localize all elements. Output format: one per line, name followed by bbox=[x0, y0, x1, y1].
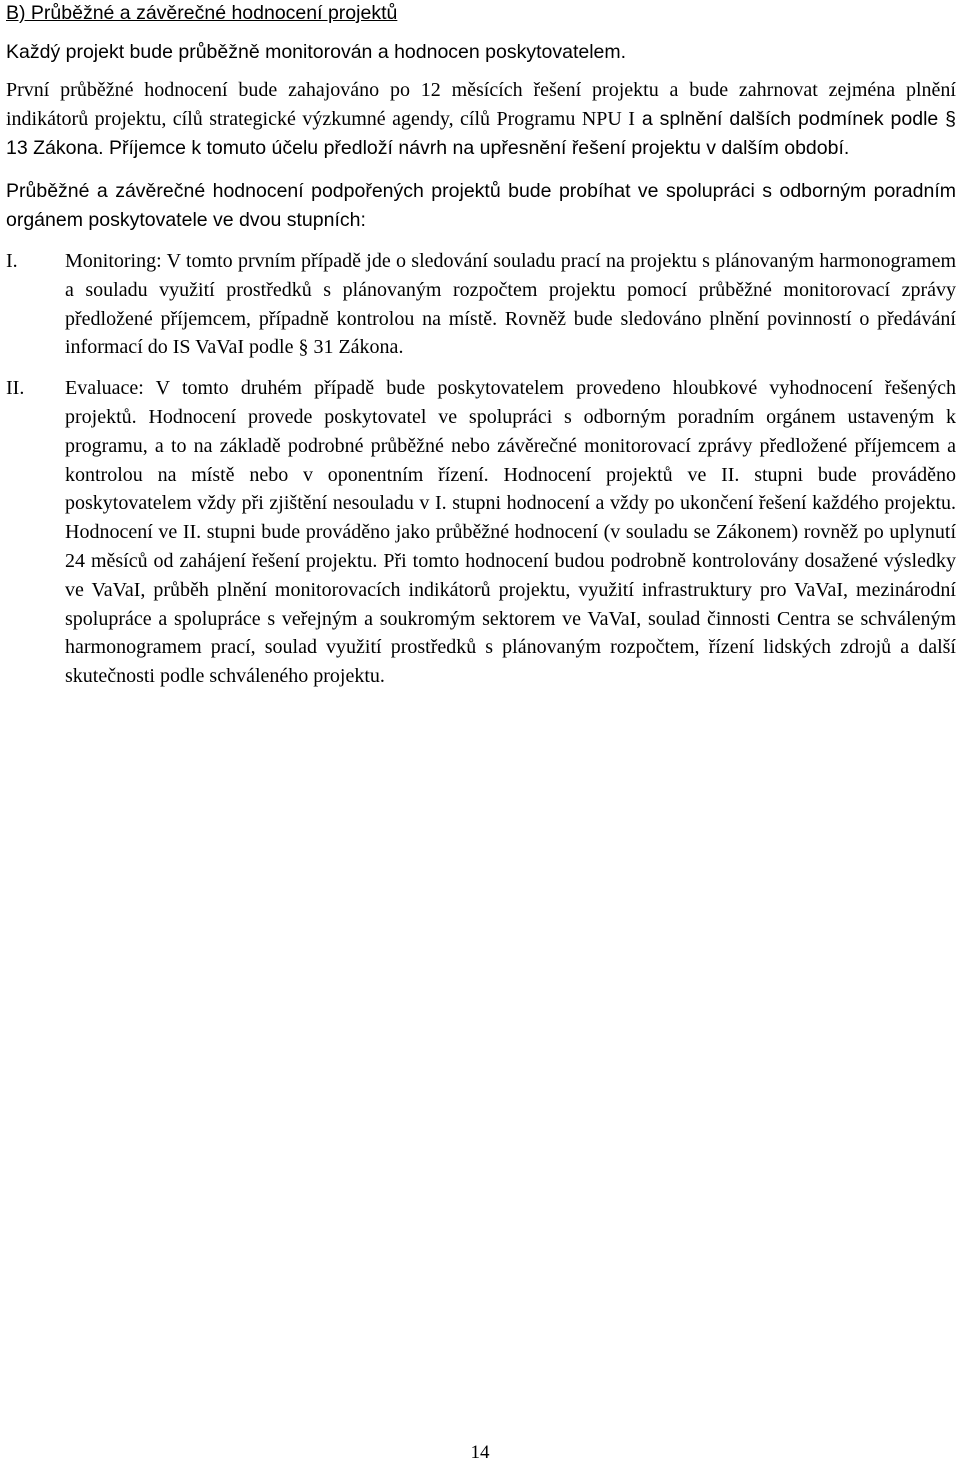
list-item-number: I. bbox=[6, 249, 18, 272]
paragraph1-sans-text: a splnění dalších podmínek podle § 13 Zákona. Příjemce k tomuto účelu předloží návrh na upřesnění řešení projektu v dalším období. bbox=[6, 107, 956, 159]
two-stage-paragraph: Průběžné a závěrečné hodnocení podpořených projektů bude probíhat ve spolupráci s odborným poradním orgánem poskytovatele ve dvou stupních: bbox=[6, 180, 956, 232]
page-number: 14 bbox=[470, 1442, 490, 1463]
list-item-text: Monitoring: V tomto prvním případě jde o sledování souladu prací na projektu s plánovaným harmonogramem a souladu využití prostředků s plánovaným rozpočtem projektu pomocí průběžné monitorovací zprávy předložené příjemcem, případně kontrolou na místě. Rovněž bude sledováno plnění povinností o předávání informací do IS VaVaI podle § 31 Zákona. bbox=[65, 249, 956, 359]
first-evaluation-paragraph bbox=[6, 76, 956, 162]
list-item-text: Evaluace: V tomto druhém případě bude poskytovatelem provedeno hloubkové vyhodnocení řešených projektů. Hodnocení provede poskytovatel ve spolupráci s odborným poradním orgánem ustaveným k programu, a to na základě podrobné průběžné nebo závěrečné monitorovací zprávy předložené příjemcem a kontrolou na místě nebo v oponentním řízení. Hodnocení projektů ve II. stupni bude prováděno poskytovatelem vždy při zjištění nesouladu v I. stupni hodnocení a vždy po ukončení řešení každého projektu. Hodnocení ve II. stupni bude prováděno jako průběžné hodnocení (v souladu se Zákonem) rovněž po uplynutí 24 měsíců od zahájení řešení projektu. Při tomto hodnocení budou podrobně kontrolovány dosažené výsledky ve VaVaI, průběh plnění monitorovacích indikátorů projektu, využití infrastruktury pro VaVaI, mezinárodní spolupráce a spolupráce s veřejným a soukromým sektorem ve VaVaI, soulad činnosti Centra se schváleným harmonogramem prací, soulad využití prostředků s plánovaným rozpočtem, řízení lidských zdrojů a další skutečnosti podle schváleného projektu. bbox=[65, 377, 956, 688]
document-page bbox=[6, 0, 956, 691]
list-item-evaluation bbox=[6, 374, 956, 691]
paragraph1-serif-text: První průběžné hodnocení bude zahajováno po 12 měsících řešení projektu a bude zahrnovat zejména plnění indikátorů projektu, cílů strategické výzkumné agendy, cílů Programu NPU I bbox=[6, 79, 956, 130]
list-item-number: II. bbox=[6, 377, 25, 400]
stages-list bbox=[6, 247, 956, 691]
intro-paragraph: Každý projekt bude průběžně monitorován a hodnocen poskytovatelem. bbox=[6, 41, 627, 63]
list-item-monitoring bbox=[6, 247, 956, 362]
section-heading: B) Průběžné a závěrečné hodnocení projektů bbox=[6, 2, 398, 24]
